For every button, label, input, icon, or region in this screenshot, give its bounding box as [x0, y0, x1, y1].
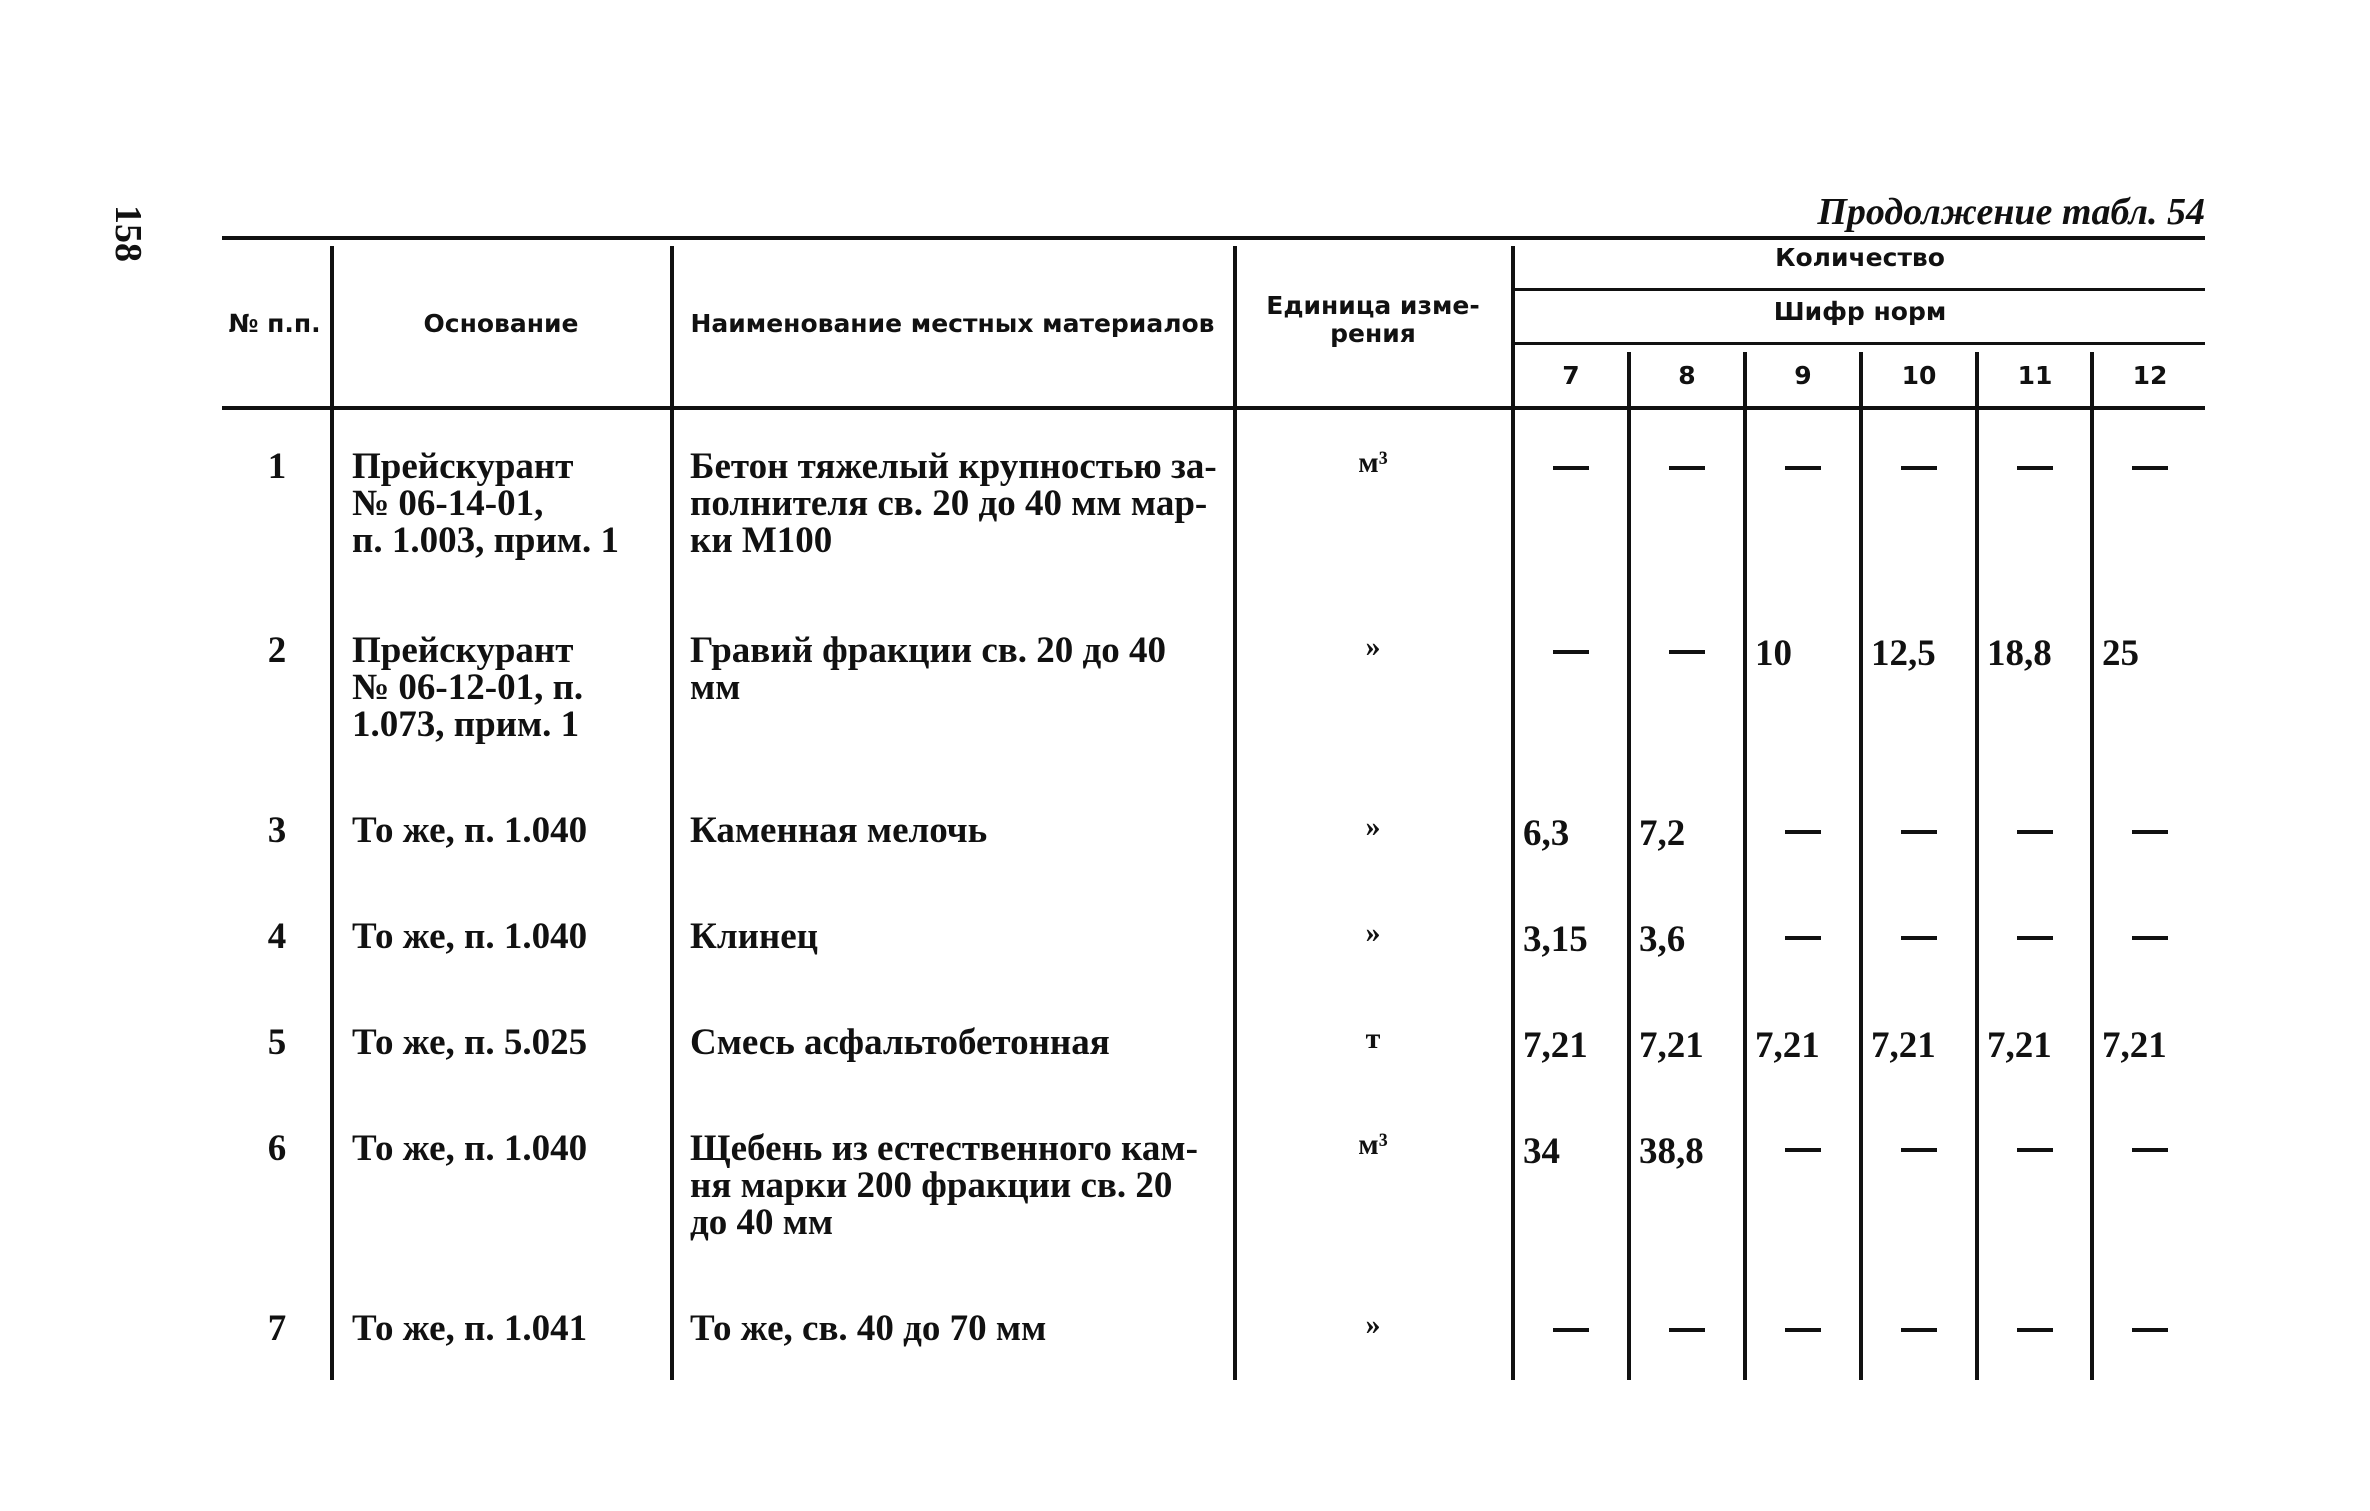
header-quantity: Количество: [1775, 243, 1945, 272]
header-num: № п.п.: [228, 309, 321, 338]
page-number: 158: [107, 205, 149, 262]
row-basis: Прейскурант № 06-14-01, п. 1.003, прим. 1: [352, 446, 619, 561]
quantity-value: 6,3: [1523, 813, 1570, 854]
row-material-name: То же, св. 40 до 70 мм: [690, 1308, 1047, 1349]
empty-dash: [1901, 466, 1937, 470]
empty-dash: [1553, 466, 1589, 470]
row-material-name: Щебень из естественного кам- ня марки 200 фракции св. 20 до 40 мм: [690, 1128, 1198, 1243]
row-number: 6: [267, 1128, 287, 1169]
row-number: 3: [267, 810, 287, 851]
empty-dash: [1901, 830, 1937, 834]
row-unit: »: [1365, 630, 1381, 663]
quantity-value: 3,6: [1639, 919, 1686, 960]
empty-dash: [1901, 936, 1937, 940]
header-name: Наименование местных материалов: [690, 309, 1215, 338]
table-header-rule: [222, 406, 2205, 410]
column-divider: [1859, 352, 1863, 1380]
quantity-value: 3,15: [1523, 919, 1588, 960]
column-divider: [2090, 352, 2094, 1380]
quantity-value: 10: [1755, 633, 1792, 674]
row-unit: м³: [1358, 446, 1388, 479]
quantity-value: 38,8: [1639, 1131, 1704, 1172]
empty-dash: [1901, 1148, 1937, 1152]
norm-code-header: 12: [2132, 361, 2168, 390]
quantity-value: 18,8: [1987, 633, 2052, 674]
empty-dash: [1785, 936, 1821, 940]
row-basis: То же, п. 5.025: [352, 1022, 588, 1063]
row-number: 4: [267, 916, 287, 957]
empty-dash: [2132, 1328, 2168, 1332]
quantity-value: 7,21: [1871, 1025, 1936, 1066]
column-divider: [330, 246, 334, 1380]
row-unit: »: [1365, 810, 1381, 843]
empty-dash: [2017, 830, 2053, 834]
table-top-rule: [222, 236, 2205, 240]
empty-dash: [1669, 650, 1705, 654]
quantity-value: 34: [1523, 1131, 1560, 1172]
norm-code-header: 11: [2017, 361, 2053, 390]
quantity-value: 7,21: [1639, 1025, 1704, 1066]
header-basis: Основание: [423, 309, 579, 338]
row-number: 5: [267, 1022, 287, 1063]
quantity-value: 7,21: [1523, 1025, 1588, 1066]
empty-dash: [1785, 466, 1821, 470]
row-material-name: Клинец: [690, 916, 818, 957]
norms-subrule: [1515, 342, 2205, 345]
norm-code-header: 9: [1794, 361, 1812, 390]
row-unit: »: [1365, 916, 1381, 949]
quantity-value: 25: [2102, 633, 2139, 674]
empty-dash: [1785, 830, 1821, 834]
empty-dash: [1901, 1328, 1937, 1332]
row-unit: »: [1365, 1308, 1381, 1341]
row-basis: То же, п. 1.040: [352, 810, 588, 851]
quantity-value: 12,5: [1871, 633, 1936, 674]
row-material-name: Смесь асфальтобетонная: [690, 1022, 1110, 1063]
row-unit: м³: [1358, 1128, 1388, 1161]
row-number: 7: [267, 1308, 287, 1349]
empty-dash: [1785, 1148, 1821, 1152]
column-divider: [1627, 352, 1631, 1380]
norm-code-header: 10: [1901, 361, 1937, 390]
column-divider: [1975, 352, 1979, 1380]
table-caption: Продолжение табл. 54: [1817, 191, 2205, 233]
empty-dash: [1785, 1328, 1821, 1332]
empty-dash: [1553, 650, 1589, 654]
row-material-name: Гравий фракции св. 20 до 40 мм: [690, 630, 1166, 708]
column-divider: [1511, 246, 1515, 1380]
row-number: 2: [267, 630, 287, 671]
row-unit: т: [1365, 1022, 1381, 1055]
empty-dash: [2132, 1148, 2168, 1152]
empty-dash: [2132, 830, 2168, 834]
empty-dash: [2017, 1148, 2053, 1152]
row-basis: То же, п. 1.041: [352, 1308, 588, 1349]
empty-dash: [2132, 466, 2168, 470]
row-number: 1: [267, 446, 287, 487]
empty-dash: [2017, 936, 2053, 940]
row-basis: То же, п. 1.040: [352, 916, 588, 957]
row-material-name: Каменная мелочь: [690, 810, 988, 851]
header-norms: Шифр норм: [1773, 297, 1947, 326]
quantity-value: 7,2: [1639, 813, 1686, 854]
empty-dash: [2017, 1328, 2053, 1332]
empty-dash: [1669, 466, 1705, 470]
row-basis: Прейскурант № 06-12-01, п. 1.073, прим. 1: [352, 630, 584, 745]
norm-code-header: 8: [1678, 361, 1696, 390]
quantity-subrule: [1515, 288, 2205, 291]
column-divider: [1743, 352, 1747, 1380]
quantity-value: 7,21: [1755, 1025, 1820, 1066]
norm-code-header: 7: [1562, 361, 1580, 390]
quantity-value: 7,21: [1987, 1025, 2052, 1066]
row-basis: То же, п. 1.040: [352, 1128, 588, 1169]
header-unit: Единица изме- рения: [1266, 291, 1480, 348]
empty-dash: [1553, 1328, 1589, 1332]
empty-dash: [1669, 1328, 1705, 1332]
column-divider: [670, 246, 674, 1380]
empty-dash: [2132, 936, 2168, 940]
row-material-name: Бетон тяжелый крупностью за- полнителя св. 20 до 40 мм мар- ки М100: [690, 446, 1217, 561]
empty-dash: [2017, 466, 2053, 470]
quantity-value: 7,21: [2102, 1025, 2167, 1066]
